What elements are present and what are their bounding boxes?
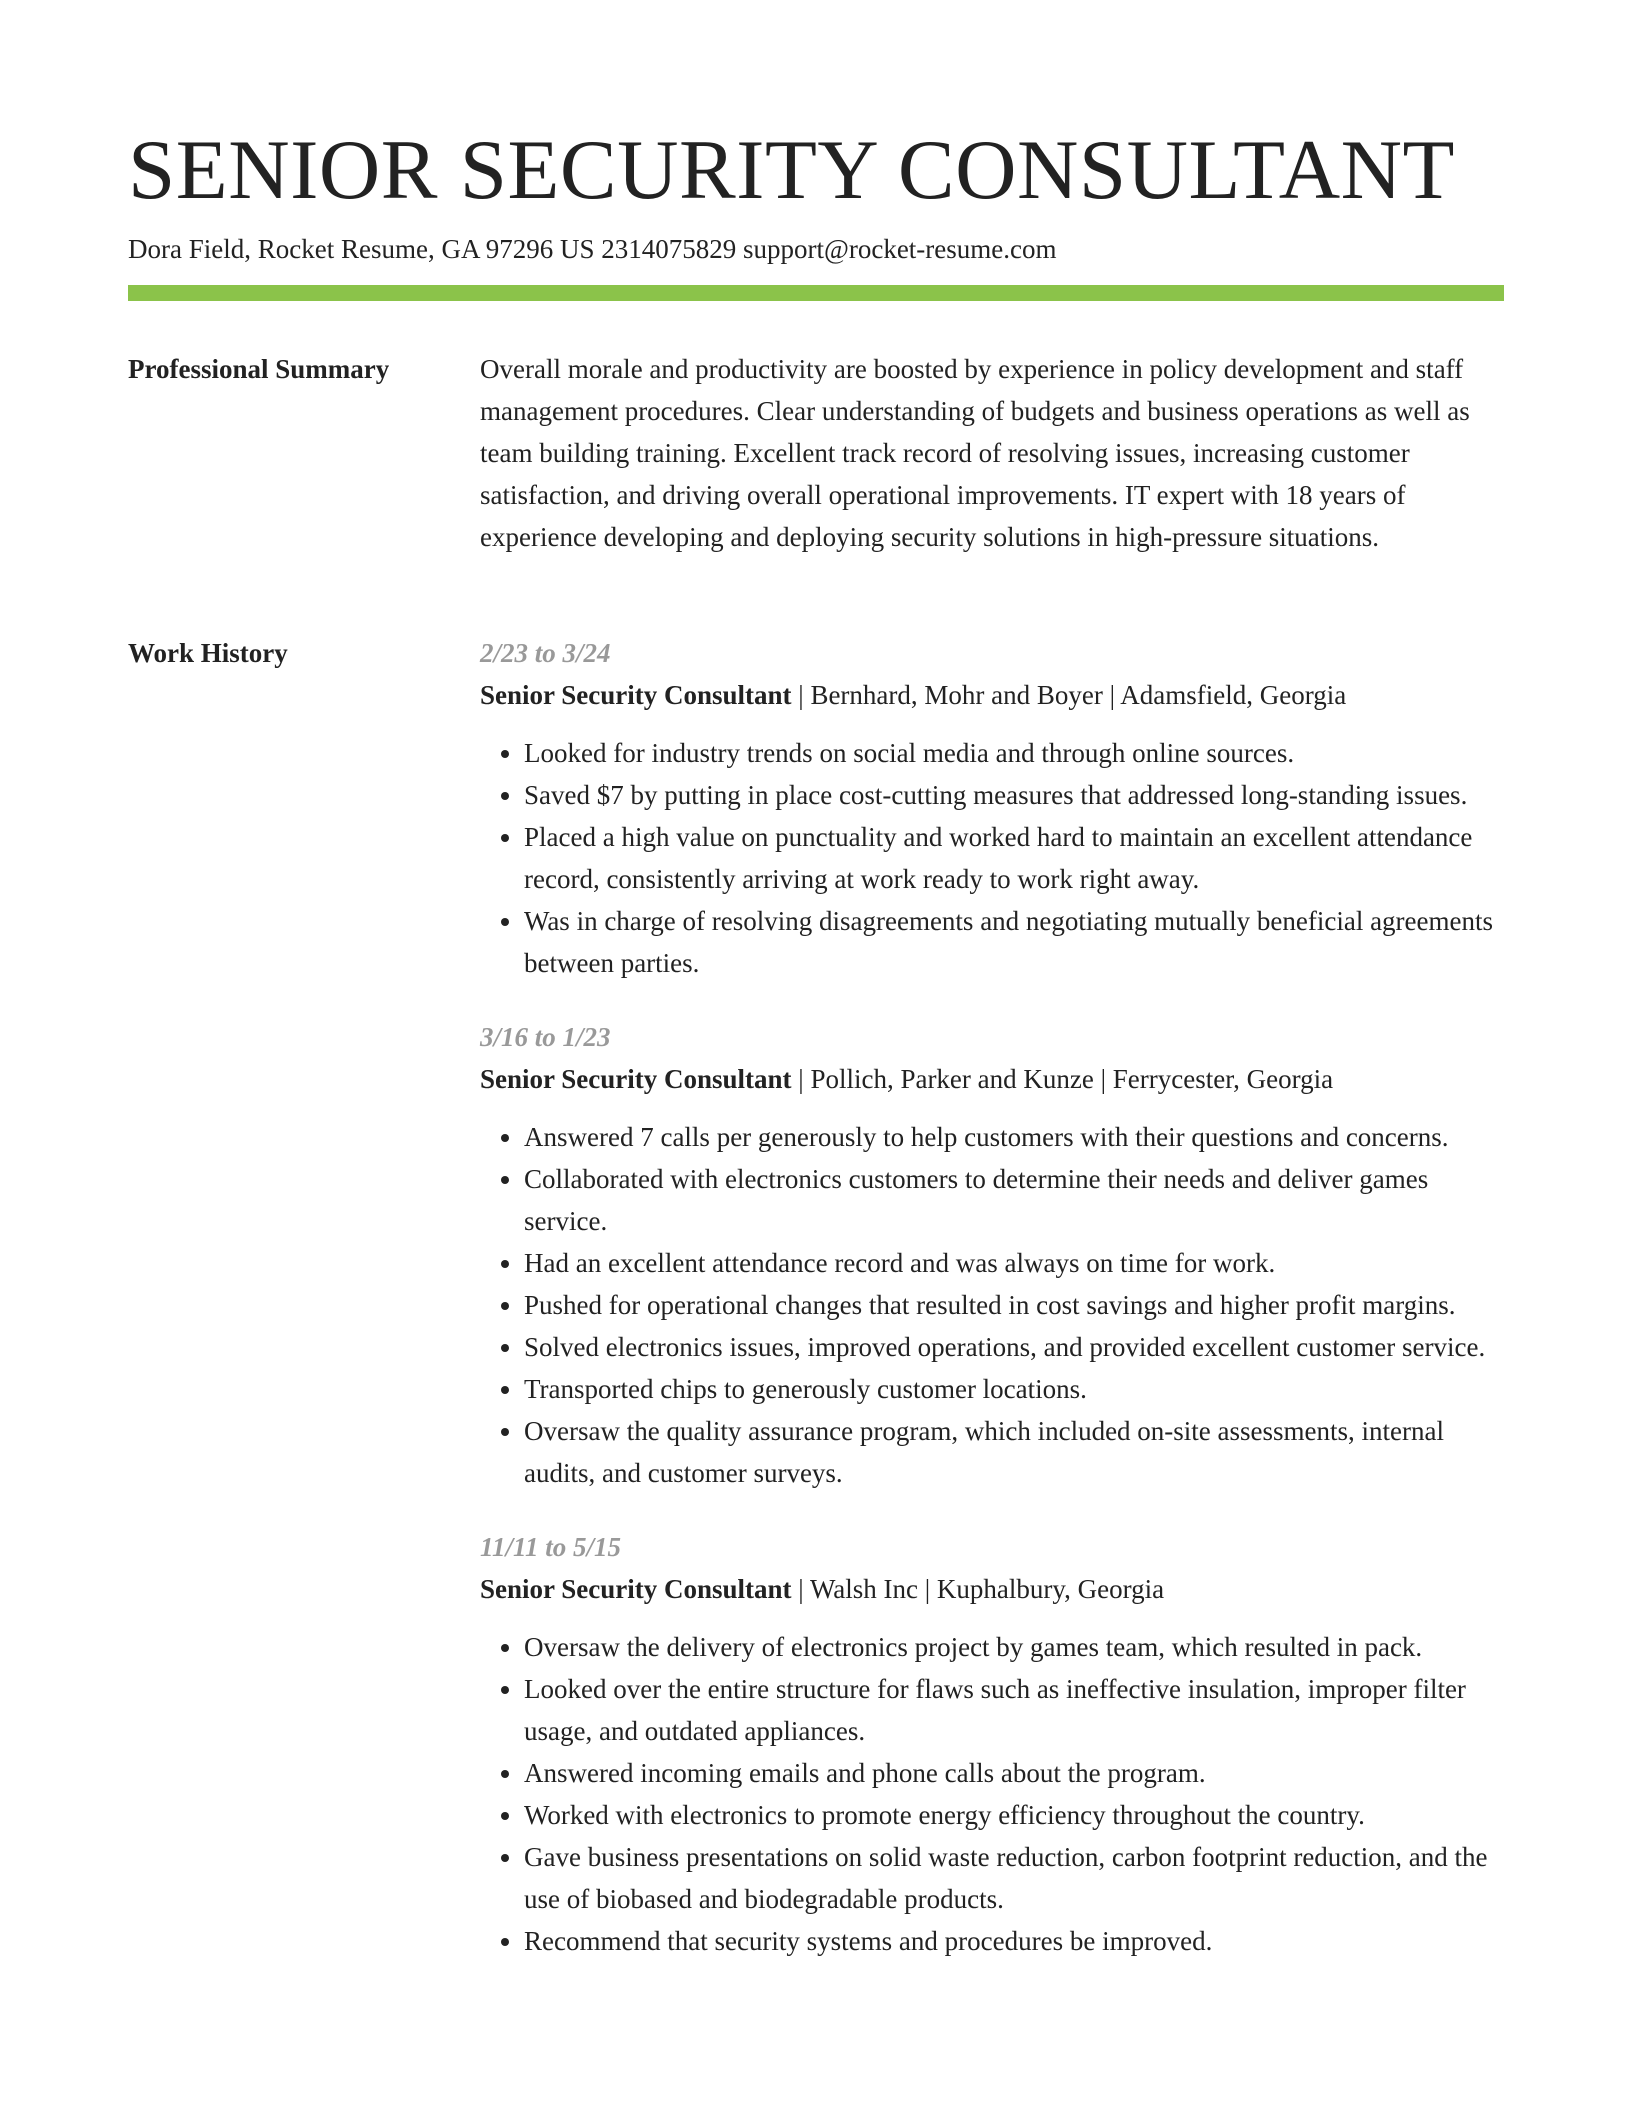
job-bullet: • Answered incoming emails and phone calls about the program. [524,1752,1504,1794]
job-bullet: • Oversaw the delivery of electronics project by games team, which resulted in pack. [524,1626,1504,1668]
job-heading [480,1568,1504,1610]
job-bullet: • Placed a high value on punctuality and worked hard to maintain an excellent attendance record, consistently arriving at work ready to work right away. [524,816,1504,900]
job-entry [480,1526,1504,1962]
job-location: | Adamsfield, Georgia [1103,680,1346,710]
job-company: | Pollich, Parker and Kunze [792,1064,1094,1094]
job-location: | Ferrycester, Georgia [1094,1064,1333,1094]
job-title: Senior Security Consultant [480,1574,792,1604]
resume-title: SENIOR SECURITY CONSULTANT [128,123,1455,217]
job-bullet: • Gave business presentations on solid waste reduction, carbon footprint reduction, and the use of biobased and biodegradable products. [524,1836,1504,1920]
accent-divider [128,285,1504,301]
job-location: | Kuphalbury, Georgia [918,1574,1164,1604]
job-bullet: • Solved electronics issues, improved operations, and provided excellent customer service. [524,1326,1504,1368]
job-entry [480,1016,1504,1494]
job-bullet: • Saved $7 by putting in place cost-cutting measures that addressed long-standing issues. [524,774,1504,816]
summary-text: Overall morale and productivity are boosted by experience in policy development and staff management procedures. Clear understanding of budgets and business operations as well as team building training. Excellent track record of resolving issues, increasing customer satisfaction, and driving overall operational improvements. IT expert with 18 years of experience developing and deploying security solutions in high-pressure situations. [480,354,1470,552]
job-dates: 3/16 to 1/23 [480,1022,611,1052]
job-bullet: • Collaborated with electronics customers to determine their needs and deliver games service. [524,1158,1504,1242]
job-bullet: • Recommend that security systems and procedures be improved. [524,1920,1504,1962]
contact-line [128,230,1057,268]
job-dates: 11/11 to 5/15 [480,1532,622,1562]
job-bullet: • Transported chips to generously customer locations. [524,1368,1504,1410]
job-title: Senior Security Consultant [480,680,792,710]
job-heading [480,674,1504,716]
job-dates: 2/23 to 3/24 [480,638,611,668]
job-bullet: • Oversaw the quality assurance program, which included on-site assessments, internal audits, and customer surveys. [524,1410,1504,1494]
contact-name: Dora Field, [128,234,251,264]
job-bullet-list [480,732,1504,984]
job-company: | Bernhard, Mohr and Boyer [792,680,1103,710]
job-bullet: • Looked for industry trends on social media and through online sources. [524,732,1504,774]
job-bullet: • Was in charge of resolving disagreements and negotiating mutually beneficial agreements between parties. [524,900,1504,984]
contact-address: Rocket Resume, GA 97296 US [257,234,595,264]
job-bullet: • Had an excellent attendance record and was always on time for work. [524,1242,1504,1284]
job-title: Senior Security Consultant [480,1064,792,1094]
summary-heading: Professional Summary [128,354,390,384]
job-bullet: • Worked with electronics to promote energy efficiency throughout the country. [524,1794,1504,1836]
job-bullet: • Pushed for operational changes that resulted in cost savings and higher profit margins. [524,1284,1504,1326]
job-company: | Walsh Inc [792,1574,918,1604]
job-bullet: • Looked over the entire structure for flaws such as ineffective insulation, improper filter usage, and outdated appliances. [524,1668,1504,1752]
job-bullet: • Answered 7 calls per generously to help customers with their questions and concerns. [524,1116,1504,1158]
contact-email: support@rocket-resume.com [742,234,1057,264]
job-bullet-list [480,1626,1504,1962]
contact-phone: 2314075829 [601,234,737,264]
job-heading [480,1058,1504,1100]
jobs-list [480,632,1504,1994]
job-bullet-list [480,1116,1504,1494]
work-history-heading: Work History [128,638,288,668]
job-entry [480,632,1504,984]
